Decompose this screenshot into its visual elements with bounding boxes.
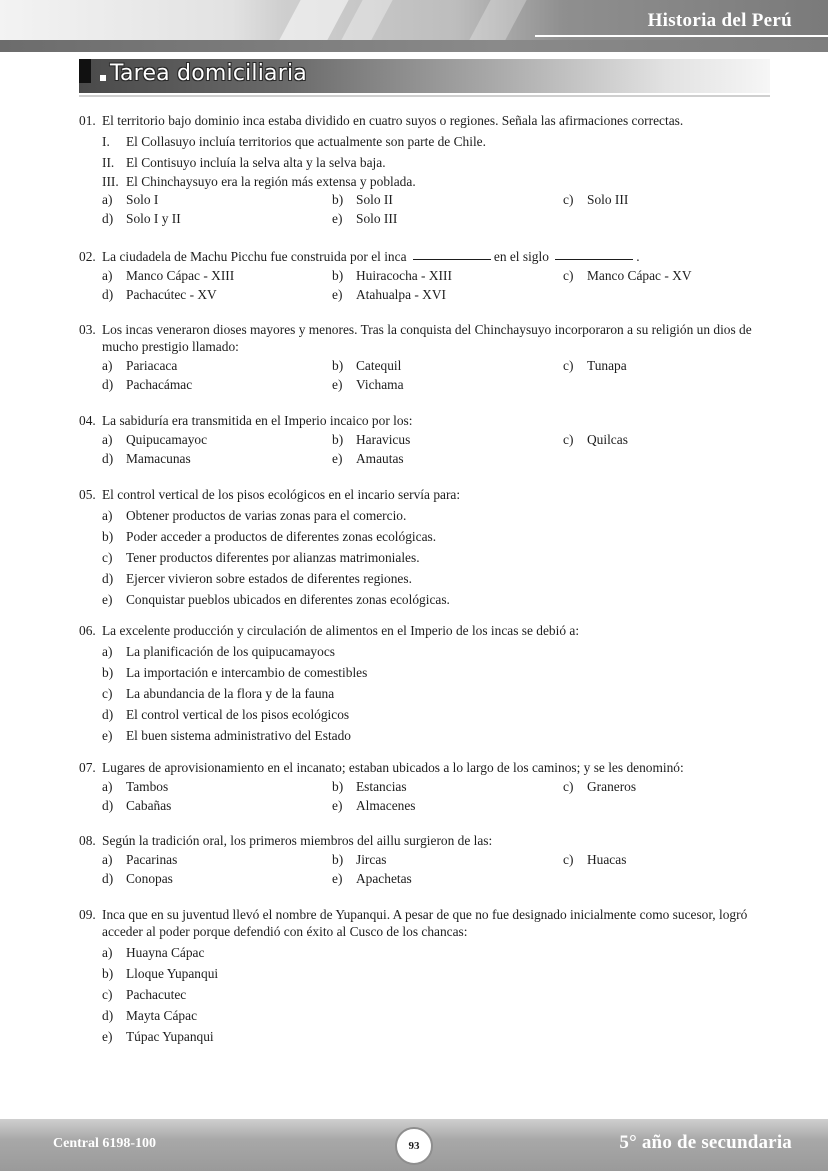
option-a[interactable]: a) Pacarinas xyxy=(102,852,178,867)
options-row xyxy=(79,450,771,469)
options-row xyxy=(79,797,771,816)
header-white-line xyxy=(535,35,828,37)
option-d[interactable]: d) Mayta Cápac xyxy=(102,1008,198,1023)
footer-phone: Central 6198-100 xyxy=(53,1136,157,1151)
question-06 xyxy=(79,622,771,746)
header-underline xyxy=(0,40,828,52)
header-decor-stripe xyxy=(341,0,392,40)
answer-blank[interactable] xyxy=(555,249,633,260)
banner-block-icon xyxy=(79,59,91,83)
option-c[interactable]: c) Tunapa xyxy=(563,358,627,373)
statement-item: II. El Contisuyo incluía la selva alta y la selva baja. xyxy=(102,155,386,170)
option-e[interactable]: e) Túpac Yupanqui xyxy=(102,1029,214,1044)
question-stem: 03. Los incas veneraron dioses mayores y menores. Tras la conquista del Chinchaysuyo incorporaron a su religión un dios de mucho prestigio llamado: xyxy=(79,322,752,354)
options-row xyxy=(79,267,771,286)
option-d[interactable]: d) Conopas xyxy=(102,870,173,886)
option-d[interactable]: d) Mamacunas xyxy=(102,450,191,466)
question-stem: 07. Lugares de aprovisionamiento en el incanato; estaban ubicados a lo largo de los caminos; y se les denominó: xyxy=(79,760,684,775)
header-band xyxy=(0,0,828,40)
option-b[interactable]: b) Haravicus xyxy=(332,432,411,447)
options-row xyxy=(79,851,771,870)
question-stem: 02. La ciudadela de Machu Picchu fue construida por el inca en el siglo . xyxy=(79,249,640,264)
page-number-badge: 93 xyxy=(395,1127,433,1165)
option-b[interactable]: b) Catequil xyxy=(332,358,402,373)
options-row xyxy=(79,870,771,889)
question-stem: 01. El territorio bajo dominio inca estaba dividido en cuatro suyos o regiones. Señala las afirmaciones correctas. xyxy=(79,113,684,128)
option-a[interactable]: a) Solo I xyxy=(102,192,159,207)
option-c[interactable]: c) Tener productos diferentes por alianzas matrimoniales. xyxy=(102,550,420,565)
option-a[interactable]: a) Pariacaca xyxy=(102,358,178,373)
option-e[interactable]: e) Solo III xyxy=(332,210,398,226)
option-e[interactable]: e) Apachetas xyxy=(332,870,412,886)
option-e[interactable]: e) Atahualpa - XVI xyxy=(332,286,446,302)
question-09 xyxy=(79,906,771,1047)
section-title: Tarea domiciliaria xyxy=(110,61,307,86)
options-row xyxy=(79,376,771,395)
statement-item: I. El Collasuyo incluía territorios que actualmente son parte de Chile. xyxy=(102,134,486,149)
course-title: Historia del Perú xyxy=(647,10,792,31)
option-e[interactable]: e) Amautas xyxy=(332,450,404,466)
option-c[interactable]: c) Pachacutec xyxy=(102,987,187,1002)
option-a[interactable]: a) Quipucamayoc xyxy=(102,432,208,447)
option-c[interactable]: c) La abundancia de la flora y de la fauna xyxy=(102,686,335,701)
question-stem: 05. El control vertical de los pisos ecológicos en el incario servía para: xyxy=(79,487,461,502)
option-b[interactable]: b) La importación e intercambio de comestibles xyxy=(102,665,368,680)
answer-blank[interactable] xyxy=(413,249,491,260)
option-e[interactable]: e) Vichama xyxy=(332,376,404,392)
option-b[interactable]: b) Lloque Yupanqui xyxy=(102,966,219,981)
question-stem: 09. Inca que en su juventud llevó el nombre de Yupanqui. A pesar de que no fue designado inicialmente como sucesor, logró acceder al poder porque defendió con éxito al Cusco de los chancas: xyxy=(79,907,748,939)
option-a[interactable]: a) Manco Cápac - XIII xyxy=(102,268,235,283)
question-02 xyxy=(79,248,771,304)
option-d[interactable]: d) Pachacámac xyxy=(102,376,193,392)
question-stem: 08. Según la tradición oral, los primeros miembros del aillu surgieron de las: xyxy=(79,833,493,848)
footer-band xyxy=(0,1119,828,1171)
options-row xyxy=(79,778,771,797)
question-07 xyxy=(79,759,771,815)
question-01 xyxy=(79,112,771,228)
question-08 xyxy=(79,832,771,888)
option-c[interactable]: c) Graneros xyxy=(563,779,637,794)
option-e[interactable]: e) El buen sistema administrativo del Estado xyxy=(102,728,351,743)
question-04 xyxy=(79,412,771,468)
option-e[interactable]: e) Conquistar pueblos ubicados en diferentes zonas ecológicas. xyxy=(102,592,450,607)
option-a[interactable]: a) Obtener productos de varias zonas para el comercio. xyxy=(102,508,407,523)
option-b[interactable]: b) Jircas xyxy=(332,852,387,867)
options-row xyxy=(79,210,771,229)
option-d[interactable]: d) Ejercer vivieron sobre estados de diferentes regiones. xyxy=(102,571,412,586)
option-c[interactable]: c) Quilcas xyxy=(563,432,628,447)
option-e[interactable]: e) Almacenes xyxy=(332,797,416,813)
question-05 xyxy=(79,486,771,610)
option-b[interactable]: b) Poder acceder a productos de diferentes zonas ecológicas. xyxy=(102,529,437,544)
option-d[interactable]: d) Cabañas xyxy=(102,797,172,813)
option-d[interactable]: d) Pachacútec - XV xyxy=(102,286,217,302)
option-b[interactable]: b) Huiracocha - XIII xyxy=(332,268,452,283)
option-a[interactable]: a) Huayna Cápac xyxy=(102,945,205,960)
options-row xyxy=(79,191,771,210)
options-row xyxy=(79,431,771,450)
option-c[interactable]: c) Manco Cápac - XV xyxy=(563,268,692,283)
option-b[interactable]: b) Solo II xyxy=(332,192,393,207)
option-d[interactable]: d) Solo I y II xyxy=(102,210,181,226)
option-c[interactable]: c) Huacas xyxy=(563,852,627,867)
banner-bullet-icon xyxy=(100,75,106,81)
option-b[interactable]: b) Estancias xyxy=(332,779,407,794)
option-c[interactable]: c) Solo III xyxy=(563,192,629,207)
option-d[interactable]: d) El control vertical de los pisos ecológicos xyxy=(102,707,350,722)
option-a[interactable]: a) Tambos xyxy=(102,779,169,794)
footer-grade: 5° año de secundaria xyxy=(619,1132,792,1153)
header-decor-stripe xyxy=(469,0,526,40)
section-banner xyxy=(79,59,770,93)
question-03 xyxy=(79,321,771,394)
banner-rule xyxy=(79,95,770,97)
options-row xyxy=(79,286,771,305)
statement-item: III. El Chinchaysuyo era la región más extensa y poblada. xyxy=(102,174,416,189)
question-stem: 06. La excelente producción y circulación de alimentos en el Imperio de los incas se debió a: xyxy=(79,623,580,638)
option-a[interactable]: a) La planificación de los quipucamayocs xyxy=(102,644,335,659)
question-stem: 04. La sabiduría era transmitida en el Imperio incaico por los: xyxy=(79,413,413,428)
options-row xyxy=(79,357,771,376)
header-decor-stripe xyxy=(279,0,348,40)
